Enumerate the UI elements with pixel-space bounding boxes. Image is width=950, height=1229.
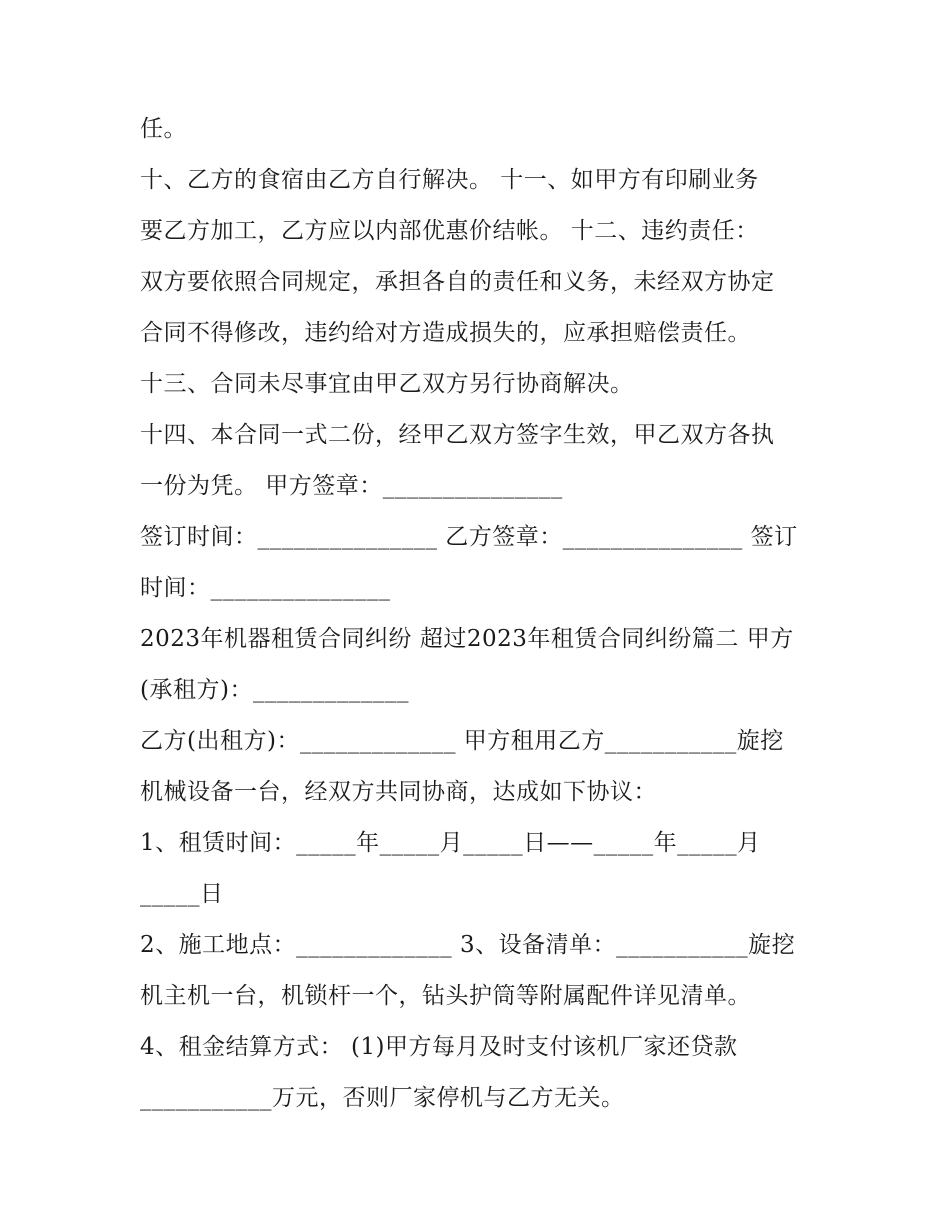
text-line: 时间：_______________ xyxy=(140,575,391,601)
text-line: 任。 xyxy=(140,116,187,142)
text-line: 机主机一台，机锁杆一个，钻头护筒等附属配件详见清单。 xyxy=(140,983,751,1009)
text-line: 签订时间：_______________ 乙方签章：_______________ 签订 xyxy=(140,524,798,550)
text-line: 双方要依照合同规定，承担各自的责任和义务，未经双方协定 xyxy=(140,269,775,295)
text-line: 十、乙方的食宿由乙方自行解决。 十一、如甲方有印刷业务 xyxy=(140,167,759,193)
text-line: 十三、合同未尽事宜由甲乙双方另行协商解决。 xyxy=(140,371,634,397)
text-line: 一份为凭。 甲方签章：_______________ xyxy=(140,473,563,499)
text-line: _____日 xyxy=(140,881,224,907)
text-line: 合同不得修改，违约给对方造成损失的，应承担赔偿责任。 xyxy=(140,320,751,346)
text-line: 2023年机器租赁合同纠纷 超过2023年租赁合同纠纷篇二 甲方 xyxy=(140,626,794,652)
text-line: 1、租赁时间：_____年_____月_____日——_____年_____月 xyxy=(140,830,761,856)
text-line: 4、租金结算方式： (1)甲方每月及时支付该机厂家还贷款 xyxy=(140,1034,738,1060)
text-line: ___________万元，否则厂家停机与乙方无关。 xyxy=(140,1085,625,1111)
text-line: 要乙方加工，乙方应以内部优惠价结帐。 十二、违约责任： xyxy=(140,218,759,244)
text-line: 机械设备一台，经双方共同协商，达成如下协议： xyxy=(140,779,657,805)
text-line: 乙方(出租方)：_____________ 甲方租用乙方___________旋挖 xyxy=(140,728,784,754)
text-line: (承租方)：_____________ xyxy=(140,677,409,703)
text-line: 2、施工地点：_____________ 3、设备清单：___________旋挖 xyxy=(140,932,796,958)
text-line: 十四、本合同一式二份，经甲乙双方签字生效，甲乙双方各执 xyxy=(140,422,775,448)
